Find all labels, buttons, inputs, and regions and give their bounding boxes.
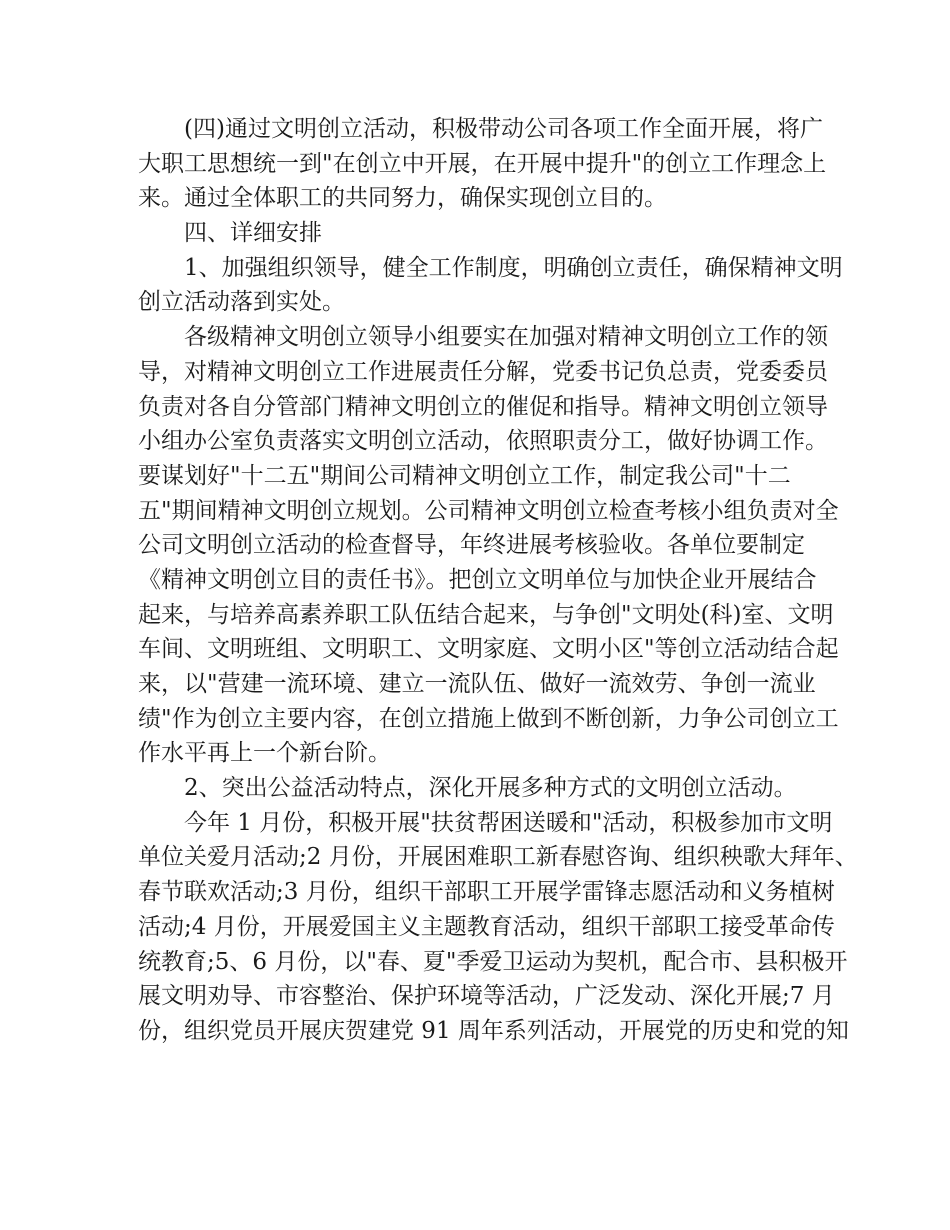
text-line: 单位关爱月活动;2 月份，开展困难职工新春慰咨询、组织秧歌大拜年、 — [138, 844, 858, 871]
section-heading: 四、详细安排 — [138, 220, 322, 247]
text-line: 活动;4 月份，开展爱国主义主题教育活动，组织干部职工接受革命传 — [138, 913, 835, 940]
text-line: 导，对精神文明创立工作进展责任分解，党委书记负总责，党委委员 — [138, 358, 828, 385]
text-line: 春节联欢活动;3 月份，组织干部职工开展学雷锋志愿活动和义务植树 — [138, 879, 835, 906]
text-line: 2、突出公益活动特点，深化开展多种方式的文明创立活动。 — [138, 775, 797, 802]
text-line: 车间、文明班组、文明职工、文明家庭、文明小区"等创立活动结合起 — [138, 636, 839, 663]
text-line: 统教育;5、6 月份，以"春、夏"季爱卫运动为契机，配合市、县积极开 — [138, 948, 848, 975]
text-line: 负责对各自分管部门精神文明创立的催促和指导。精神文明创立领导 — [138, 393, 828, 420]
text-line: 作水平再上一个新台阶。 — [138, 740, 391, 767]
text-line: 各级精神文明创立领导小组要实在加强对精神文明创立工作的领 — [138, 324, 828, 351]
text-line: 来。通过全体职工的共同努力，确保实现创立目的。 — [138, 185, 667, 212]
document-body — [138, 112, 858, 1049]
text-line: 展文明劝导、市容整治、保护环境等活动，广泛发动、深化开展;7 月 — [138, 983, 835, 1010]
text-line: 起来，与培养高素养职工队伍结合起来，与争创"文明处(科)室、文明 — [138, 601, 834, 628]
text-line: 小组办公室负责落实文明创立活动，依照职责分工，做好协调工作。 — [138, 428, 828, 455]
text-line: 大职工思想统一到"在创立中开展，在开展中提升"的创立工作理念上 — [138, 150, 827, 177]
text-line: 1、加强组织领导，健全工作制度，明确创立责任，确保精神文明 — [138, 254, 843, 281]
text-line: (四)通过文明创立活动，积极带动公司各项工作全面开展，将广 — [138, 116, 823, 142]
text-line: 来，以"营建一流环境、建立一流队伍、做好一流效劳、争创一流业 — [138, 671, 816, 697]
text-line: 今年 1 月份，积极开展"扶贫帮困送暖和"活动，积极参加市文明 — [138, 809, 833, 836]
text-line: 五"期间精神文明创立规划。公司精神文明创立检查考核小组负责对全 — [138, 497, 839, 524]
text-line: 份，组织党员开展庆贺建党 91 周年系列活动，开展党的历史和党的知 — [138, 1017, 849, 1044]
text-line: 要谋划好"十二五"期间公司精神文明创立工作，制定我公司"十二 — [138, 462, 791, 489]
text-line: 绩"作为创立主要内容，在创立措施上做到不断创新，力争公司创立工 — [138, 705, 839, 732]
text-line: 公司文明创立活动的检查督导，年终进展考核验收。各单位要制定 — [138, 532, 805, 559]
text-line: 创立活动落到实处。 — [138, 289, 345, 316]
text-line: 《精神文明创立目的责任书》。把创立文明单位与加快企业开展结合 — [138, 566, 817, 593]
